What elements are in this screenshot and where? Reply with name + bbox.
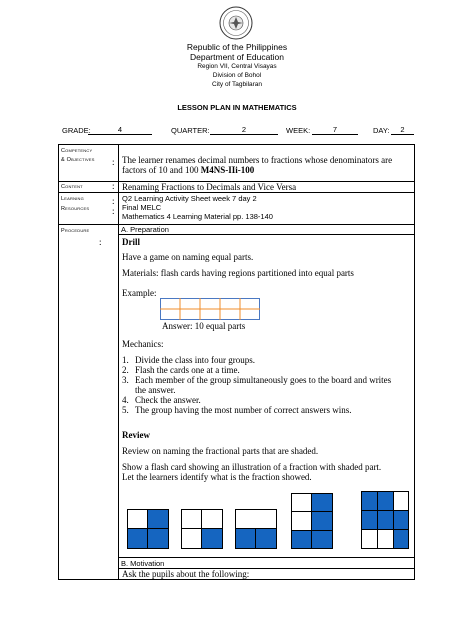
mechanics-number: 4.	[122, 395, 129, 405]
answer-text: Answer: 10 equal parts	[162, 321, 246, 331]
content-colon: :	[112, 181, 115, 191]
header-republic: Republic of the Philippines	[186, 42, 288, 52]
mechanics-text: Each member of the group simultaneously goes to the board and writes the answer.	[135, 375, 392, 395]
table-divider-2	[58, 192, 415, 193]
fraction-figure-2	[181, 509, 223, 549]
header-department: Department of Education	[189, 52, 285, 62]
mechanics-number: 1.	[122, 355, 129, 365]
grade-label: GRADE:	[62, 126, 91, 135]
preparation-underline	[118, 234, 415, 235]
mechanics-number: 3.	[122, 375, 129, 385]
fraction-figure-5	[361, 491, 409, 549]
drill-heading: Drill	[122, 237, 140, 247]
content-label: Content	[61, 184, 83, 190]
materials-line: Materials: flash cards having regions partitioned into equal parts	[122, 268, 354, 278]
resources-label-2: Resources	[61, 206, 90, 212]
show-line-1: Show a flash card showing an illustration of a fraction with shaded part.	[122, 462, 382, 472]
fraction-figure-1	[127, 509, 169, 549]
competency-description: The learner renames decimal numbers to fractions whose denominators are factors of 10 and 100	[122, 155, 393, 175]
header-division: Division of Bohol	[212, 72, 262, 79]
deped-seal-logo	[219, 6, 253, 40]
review-heading: Review	[122, 430, 150, 440]
quarter-label: QUARTER:	[171, 126, 210, 135]
mechanics-item	[122, 405, 412, 415]
day-label: DAY:	[373, 126, 390, 135]
motivation-top-line	[118, 557, 415, 558]
procedure-colon: :	[99, 237, 102, 247]
quarter-value: 2	[210, 125, 278, 135]
mechanics-text: Check the answer.	[135, 395, 201, 405]
table-right-border	[414, 144, 415, 580]
resource-line-2: Final MELC	[122, 203, 162, 212]
mechanics-number: 5.	[122, 405, 129, 415]
review-line: Review on naming the fractional parts that are shaded.	[122, 446, 319, 456]
competency-code: M4NS-IIi-100	[200, 165, 255, 175]
competency-text	[122, 155, 412, 175]
table-left-border	[58, 144, 59, 580]
content-text: Renaming Fractions to Decimals and Vice Versa	[122, 182, 297, 192]
mechanics-item	[122, 365, 412, 375]
grade-value: 4	[88, 125, 152, 135]
example-label: Example:	[122, 288, 157, 298]
document-title: LESSON PLAN IN MATHEMATICS	[177, 103, 297, 112]
fraction-figure-4	[291, 493, 333, 549]
competency-label-2: & Objectives	[61, 157, 95, 163]
competency-colon: :	[112, 157, 115, 167]
resources-colon-1: :	[112, 196, 115, 206]
mechanics-list	[122, 355, 412, 415]
day-value: 2	[391, 125, 414, 135]
motivation-line: Ask the pupils about the following:	[122, 569, 250, 579]
header-city: City of Tagbilaran	[211, 81, 263, 88]
resources-colon-2: :	[112, 206, 115, 216]
competency-label-1: Competency	[61, 148, 93, 154]
resource-line-3: Mathematics 4 Learning Material pp. 138-140	[122, 212, 273, 221]
mechanics-label: Mechanics:	[122, 339, 164, 349]
week-value: 7	[312, 125, 358, 135]
procedure-label: Procedure	[61, 228, 90, 234]
table-column-divider	[118, 144, 119, 580]
header-region: Region VII, Central Visayas	[197, 63, 277, 70]
mechanics-number: 2.	[122, 365, 129, 375]
show-line-2: Let the learners identify what is the fraction showed.	[122, 472, 312, 482]
mechanics-text: Flash the cards one at a time.	[135, 365, 240, 375]
preparation-heading: A. Preparation	[121, 225, 169, 234]
mechanics-item	[122, 395, 412, 405]
resources-label-1: Learning	[61, 196, 84, 202]
table-top-border	[58, 144, 415, 145]
drill-line: Have a game on naming equal parts.	[122, 252, 254, 262]
table-divider-3	[58, 224, 415, 225]
example-ten-parts-figure	[160, 298, 260, 320]
week-label: WEEK:	[286, 126, 311, 135]
mechanics-item	[122, 375, 412, 395]
fraction-figure-3	[235, 509, 277, 549]
resource-line-1: Q2 Learning Activity Sheet week 7 day 2	[122, 194, 257, 203]
mechanics-text: The group having the most number of correct answers wins.	[135, 405, 352, 415]
mechanics-text: Divide the class into four groups.	[135, 355, 255, 365]
table-bottom-border	[58, 579, 415, 580]
mechanics-item	[122, 355, 412, 365]
motivation-heading: B. Motivation	[121, 559, 165, 568]
